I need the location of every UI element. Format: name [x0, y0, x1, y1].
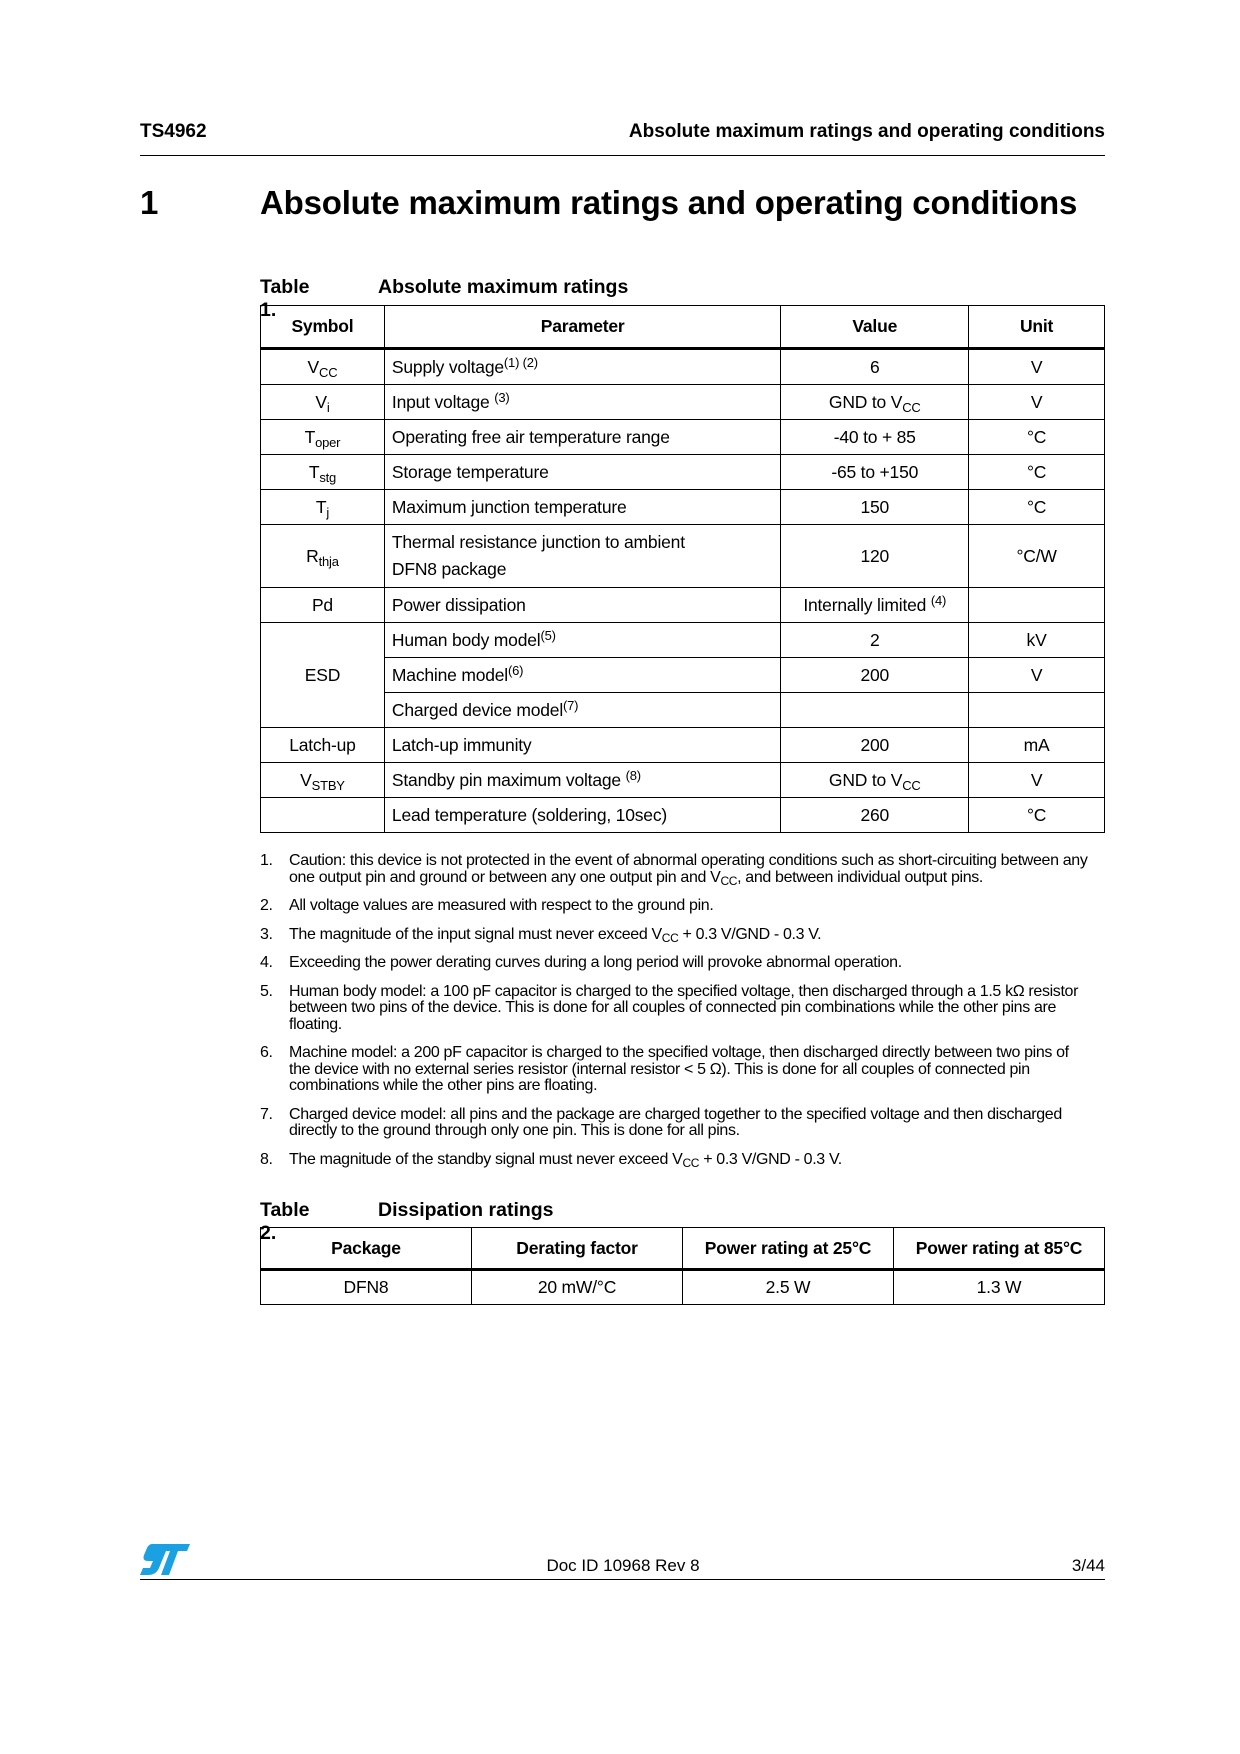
symbol: V	[315, 391, 327, 412]
symbol: T	[308, 461, 320, 482]
value-cell	[781, 658, 969, 693]
parameter-cell	[384, 490, 780, 525]
table2-cell: 20 mW/°C	[472, 1270, 683, 1305]
symbol-subscript: CC	[319, 364, 338, 380]
footnote	[260, 1107, 1090, 1140]
value: 150	[860, 496, 890, 517]
footnote-text: Exceeding the power derating curves during a long period will provoke abnormal operation.	[289, 954, 902, 971]
value-subscript: CC	[902, 399, 921, 415]
value-cell	[781, 693, 969, 728]
unit-cell: mA	[969, 728, 1105, 763]
symbol: Latch-up	[289, 734, 356, 755]
value-cell	[781, 385, 969, 420]
section-title: Absolute maximum ratings and operating conditions	[260, 184, 1078, 221]
footnote-number: 8.	[260, 1150, 273, 1168]
table1-header-1: Parameter	[384, 306, 780, 349]
value-subscript: CC	[902, 777, 921, 793]
footnote	[260, 955, 1090, 972]
symbol-cell	[261, 490, 385, 525]
parameter: Power dissipation	[391, 594, 526, 615]
parameter: Machine model	[391, 664, 508, 685]
value: 200	[860, 734, 890, 755]
unit-cell: kV	[969, 623, 1105, 658]
symbol: R	[306, 545, 319, 566]
footnote-text: Machine model: a 200 pF capacitor is charged to the specified voltage, then discharged directly between two pins of the device with no external series resistor (internal resistor < 5 Ω). This is done for all couples of connected pin combinations while the other pins are floating.	[289, 1044, 1069, 1094]
footnote-text: + 0.3 V/GND - 0.3 V.	[678, 925, 822, 943]
symbol: T	[304, 426, 316, 447]
value-cell	[781, 349, 969, 385]
table2-header-0: Package	[261, 1228, 472, 1270]
footnote-number: 2.	[260, 897, 273, 914]
value: -65 to +150	[831, 461, 919, 482]
table1-label: Table 1.	[260, 276, 310, 321]
table-row	[261, 658, 1105, 693]
symbol: Pd	[311, 594, 333, 615]
table2-label: Table 2.	[260, 1199, 310, 1244]
doc-id: Doc ID 10968 Rev 8	[546, 1556, 700, 1575]
footnote-text: The magnitude of the input signal must never exceed V	[289, 925, 662, 943]
symbol-subscript: stg	[319, 469, 337, 485]
parameter: Latch-up immunity	[391, 734, 532, 755]
unit-cell: °C	[969, 798, 1105, 833]
footnote-subscript: CC	[661, 930, 679, 945]
footnote-ref: (5)	[540, 627, 556, 643]
symbol-cell	[261, 420, 385, 455]
value-cell	[781, 728, 969, 763]
footnote-number: 3.	[260, 925, 273, 943]
symbol-cell	[261, 525, 385, 588]
footnote-text: Caution: this device is not protected in the event of abnormal operating conditions such as short-circuiting between any one output pin and ground or between any one output pin and V	[289, 852, 1088, 886]
parameter: Thermal resistance junction to ambient	[391, 532, 685, 552]
footnote-text: , and between individual output pins.	[737, 868, 984, 886]
footer-rule	[140, 1579, 1105, 1580]
table-row	[261, 623, 1105, 658]
symbol: ESD	[304, 664, 341, 685]
symbol-subscript: j	[326, 504, 330, 520]
value: GND to V	[828, 769, 903, 790]
symbol-subscript: thja	[318, 553, 339, 569]
table-row	[261, 385, 1105, 420]
footnote-subscript: CC	[682, 1155, 700, 1170]
parameter-cell	[384, 658, 780, 693]
footnote-ref: (4)	[930, 592, 947, 608]
footnote	[260, 898, 1090, 915]
unit-cell: V	[969, 763, 1105, 798]
table-row	[261, 588, 1105, 623]
unit-cell	[969, 693, 1105, 728]
table1-header-3: Unit	[969, 306, 1105, 349]
parameter: Storage temperature	[391, 461, 549, 482]
symbol-cell	[261, 763, 385, 798]
unit-cell: °C	[969, 420, 1105, 455]
symbol-cell	[261, 349, 385, 385]
header-rule	[140, 155, 1105, 156]
value: -40 to + 85	[833, 426, 916, 447]
symbol: V	[307, 356, 319, 377]
value-cell	[781, 525, 969, 588]
table2-title: Dissipation ratings	[378, 1199, 554, 1221]
table2-header-3: Power rating at 85°C	[894, 1228, 1105, 1270]
table1-header-0: Symbol	[261, 306, 385, 349]
page-number: 3/44	[1071, 1556, 1105, 1575]
unit-cell: V	[969, 658, 1105, 693]
value: GND to V	[828, 391, 903, 412]
unit-cell: V	[969, 385, 1105, 420]
parameter: Supply voltage	[391, 356, 504, 377]
table2-header-2: Power rating at 25°C	[683, 1228, 894, 1270]
symbol-subscript: i	[326, 399, 330, 415]
symbol-cell	[261, 385, 385, 420]
parameter: Charged device model	[391, 699, 564, 720]
value: 2	[869, 629, 880, 650]
unit-cell: °C	[969, 490, 1105, 525]
footnote-ref: (6)	[507, 662, 524, 678]
parameter: Operating free air temperature range	[391, 426, 670, 447]
parameter-cell	[384, 763, 780, 798]
value-cell	[781, 588, 969, 623]
footnote-text: Charged device model: all pins and the package are charged together to the specified voltage and then discharged directly to the ground through only one pin. This is done for all pins.	[289, 1105, 1062, 1139]
footnote-text: All voltage values are measured with respect to the ground pin.	[289, 897, 714, 914]
table-row	[261, 1270, 1105, 1305]
table1-header-2: Value	[781, 306, 969, 349]
footnote-ref: (8)	[625, 767, 641, 783]
value-cell	[781, 763, 969, 798]
parameter-cell	[384, 693, 780, 728]
parameter-cell	[384, 349, 780, 385]
value: 200	[860, 664, 890, 685]
value-cell	[781, 420, 969, 455]
absolute-max-ratings-table	[260, 305, 1105, 833]
footnote	[260, 927, 1090, 944]
parameter-cell	[384, 798, 780, 833]
parameter-cell	[384, 728, 780, 763]
parameter: Maximum junction temperature	[391, 496, 627, 517]
footnote-number: 1.	[260, 852, 273, 869]
symbol-cell	[261, 588, 385, 623]
footnote-number: 5.	[260, 982, 273, 1000]
table-row	[261, 349, 1105, 385]
table2-cell: DFN8	[261, 1270, 472, 1305]
section-number: 1	[140, 184, 159, 221]
value-cell	[781, 455, 969, 490]
value-cell	[781, 798, 969, 833]
unit-cell: °C	[969, 455, 1105, 490]
footnotes-list	[260, 853, 1090, 1180]
footnote-text: Human body model: a 100 pF capacitor is charged to the specified voltage, then discharged through a 1.5 kΩ resistor between two pins of the device. This is done for all couples of connected pin combinations while the other pins are floating.	[289, 982, 1079, 1033]
table2-cell: 1.3 W	[894, 1270, 1105, 1305]
table-row	[261, 525, 1105, 588]
value: Internally limited	[803, 594, 931, 615]
value: 6	[869, 356, 880, 377]
footnote-number: 7.	[260, 1105, 273, 1123]
footnote	[260, 984, 1090, 1034]
footnote-ref: (3)	[494, 389, 510, 405]
table2-header-1: Derating factor	[472, 1228, 683, 1270]
footnote	[260, 1045, 1090, 1095]
parameter-cell	[384, 420, 780, 455]
header-doc-name: TS4962	[140, 121, 207, 142]
unit-cell: °C/W	[969, 525, 1105, 588]
parameter-cell	[384, 588, 780, 623]
table1-title: Absolute maximum ratings	[378, 276, 629, 298]
parameter-cell	[384, 385, 780, 420]
parameter: Standby pin maximum voltage	[391, 769, 626, 790]
unit-cell: V	[969, 349, 1105, 385]
value-cell	[781, 623, 969, 658]
parameter-cell	[384, 525, 780, 588]
footnote-ref: (7)	[563, 697, 579, 713]
parameter-cell	[384, 455, 780, 490]
dissipation-ratings-table	[260, 1227, 1105, 1305]
footnote	[260, 853, 1090, 886]
symbol-cell	[261, 455, 385, 490]
table-row	[261, 455, 1105, 490]
footnote-number: 6.	[260, 1044, 273, 1061]
parameter: Lead temperature (soldering, 10sec)	[391, 804, 668, 825]
header-section-title: Absolute maximum ratings and operating conditions	[628, 121, 1105, 142]
table-row	[261, 490, 1105, 525]
table2-cell: 2.5 W	[683, 1270, 894, 1305]
value: 120	[860, 545, 890, 566]
footnote-text: + 0.3 V/GND - 0.3 V.	[699, 1150, 842, 1168]
footnote-number: 4.	[260, 954, 273, 971]
table-row	[261, 763, 1105, 798]
symbol-cell	[261, 798, 385, 833]
footnote-text: The magnitude of the standby signal must never exceed V	[289, 1150, 683, 1168]
symbol-cell	[261, 728, 385, 763]
symbol: V	[300, 769, 312, 790]
footnote-subscript: CC	[720, 873, 738, 888]
unit-cell	[969, 588, 1105, 623]
table-row	[261, 420, 1105, 455]
table-row	[261, 798, 1105, 833]
parameter-cell	[384, 623, 780, 658]
table-row	[261, 728, 1105, 763]
value-cell	[781, 490, 969, 525]
footnote	[260, 1152, 1090, 1169]
parameter-line2: DFN8 package	[391, 559, 507, 579]
symbol-subscript: STBY	[311, 777, 345, 793]
symbol-cell	[261, 623, 385, 728]
parameter: Human body model	[391, 629, 541, 650]
parameter: Input voltage	[391, 391, 495, 412]
symbol-subscript: oper	[315, 434, 341, 450]
symbol: T	[315, 496, 327, 517]
value: 260	[860, 804, 890, 825]
table-row	[261, 693, 1105, 728]
footnote-ref: (1) (2)	[503, 354, 538, 370]
